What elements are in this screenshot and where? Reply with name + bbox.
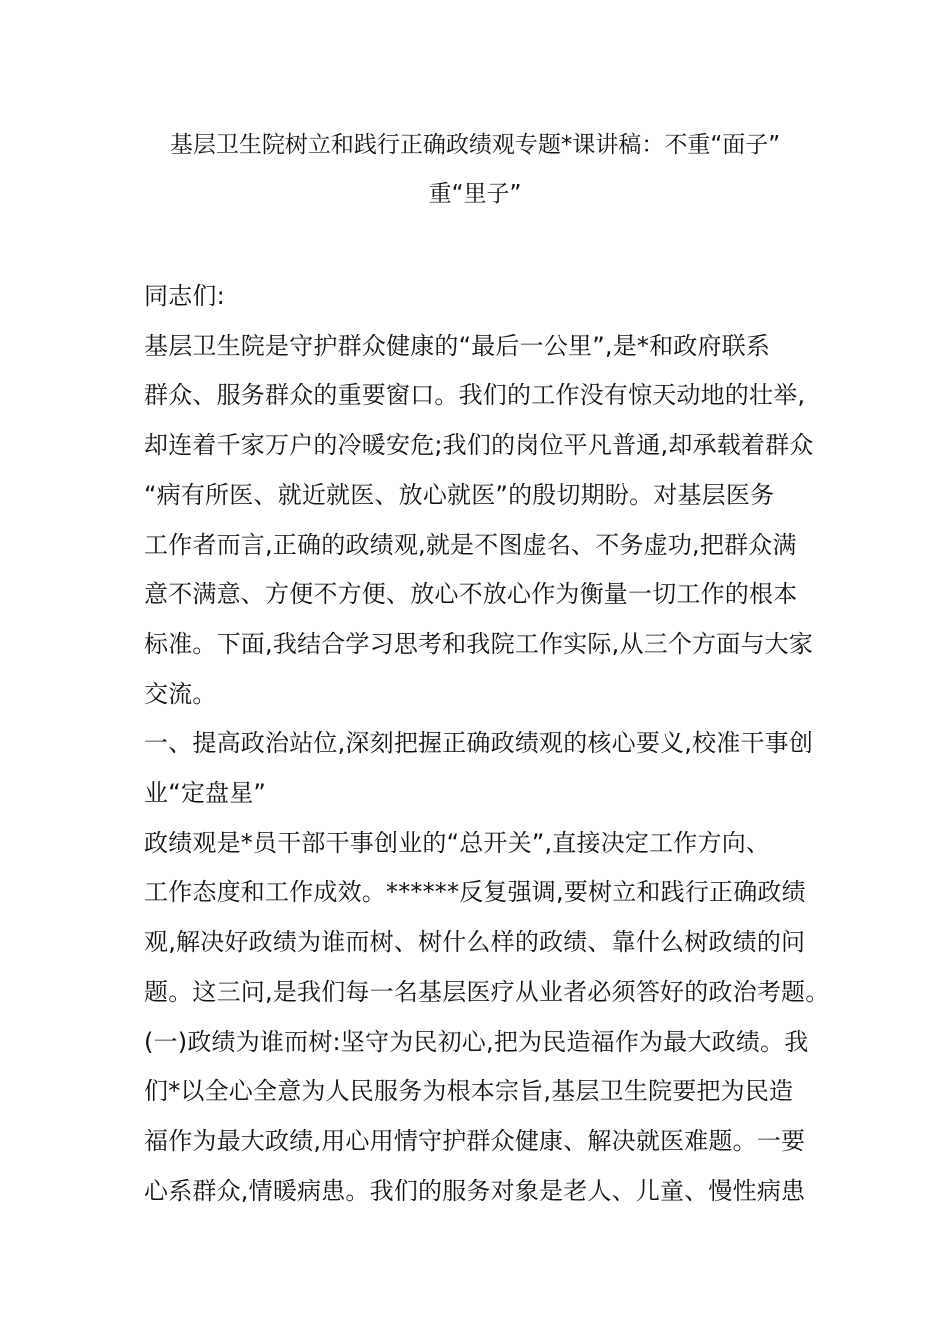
title-line: 重“里子” <box>428 181 522 207</box>
body-line: 却连着千家万户的冷暖安危;我们的岗位平凡普通,却承载着群众 <box>144 431 814 460</box>
section-heading-line: 一、提高政治站位,深刻把握正确政绩观的核心要义,校准干事创 <box>144 729 814 758</box>
body-line: 标准。下面,我结合学习思考和我院工作实际,从三个方面与大家 <box>144 629 814 658</box>
body-line: 题。这三问,是我们每一名基层医疗从业者必须答好的政治考题。 <box>144 977 830 1006</box>
body-line: 观,解决好政绩为谁而树、树什么样的政绩、靠什么树政绩的问 <box>144 928 806 957</box>
body-line: 群众、服务群众的重要窗口。我们的工作没有惊天动地的壮举, <box>144 381 806 410</box>
body-line: 意不满意、方便不方便、放心不放心作为衡量一切工作的根本 <box>144 580 798 609</box>
title-line: 基层卫生院树立和践行正确政绩观专题*课讲稿：不重“面子” <box>169 132 781 158</box>
body-line: 福作为最大政绩,用心用情守护群众健康、解决就医难题。一要 <box>144 1126 806 1155</box>
document-body <box>144 272 830 1216</box>
section-heading-line: 业“定盘星” <box>144 779 267 808</box>
body-line: 工作者而言,正确的政绩观,就是不图虚名、不务虚功,把群众满 <box>144 530 797 559</box>
body-line: 基层卫生院是守护群众健康的“最后一公里”,是*和政府联系 <box>144 331 771 360</box>
body-line: 心系群众,情暖病患。我们的服务对象是老人、儿童、慢性病患 <box>144 1176 806 1205</box>
body-line: 们*以全心全意为人民服务为根本宗旨,基层卫生院要把为民造 <box>144 1077 794 1106</box>
body-line: 交流。 <box>144 679 217 708</box>
body-line: 政绩观是*员干部干事创业的“总开关”,直接决定工作方向、 <box>144 828 771 857</box>
salutation: 同志们: <box>144 282 225 310</box>
body-line: “病有所医、就近就医、放心就医”的殷切期盼。对基层医务 <box>144 480 775 509</box>
subsection-line: (一)政绩为谁而树:坚守为民初心,把为民造福作为最大政绩。我 <box>144 1027 809 1056</box>
document-title <box>120 121 830 219</box>
body-line: 工作态度和工作成效。******反复强调,要树立和践行正确政绩 <box>144 878 806 907</box>
